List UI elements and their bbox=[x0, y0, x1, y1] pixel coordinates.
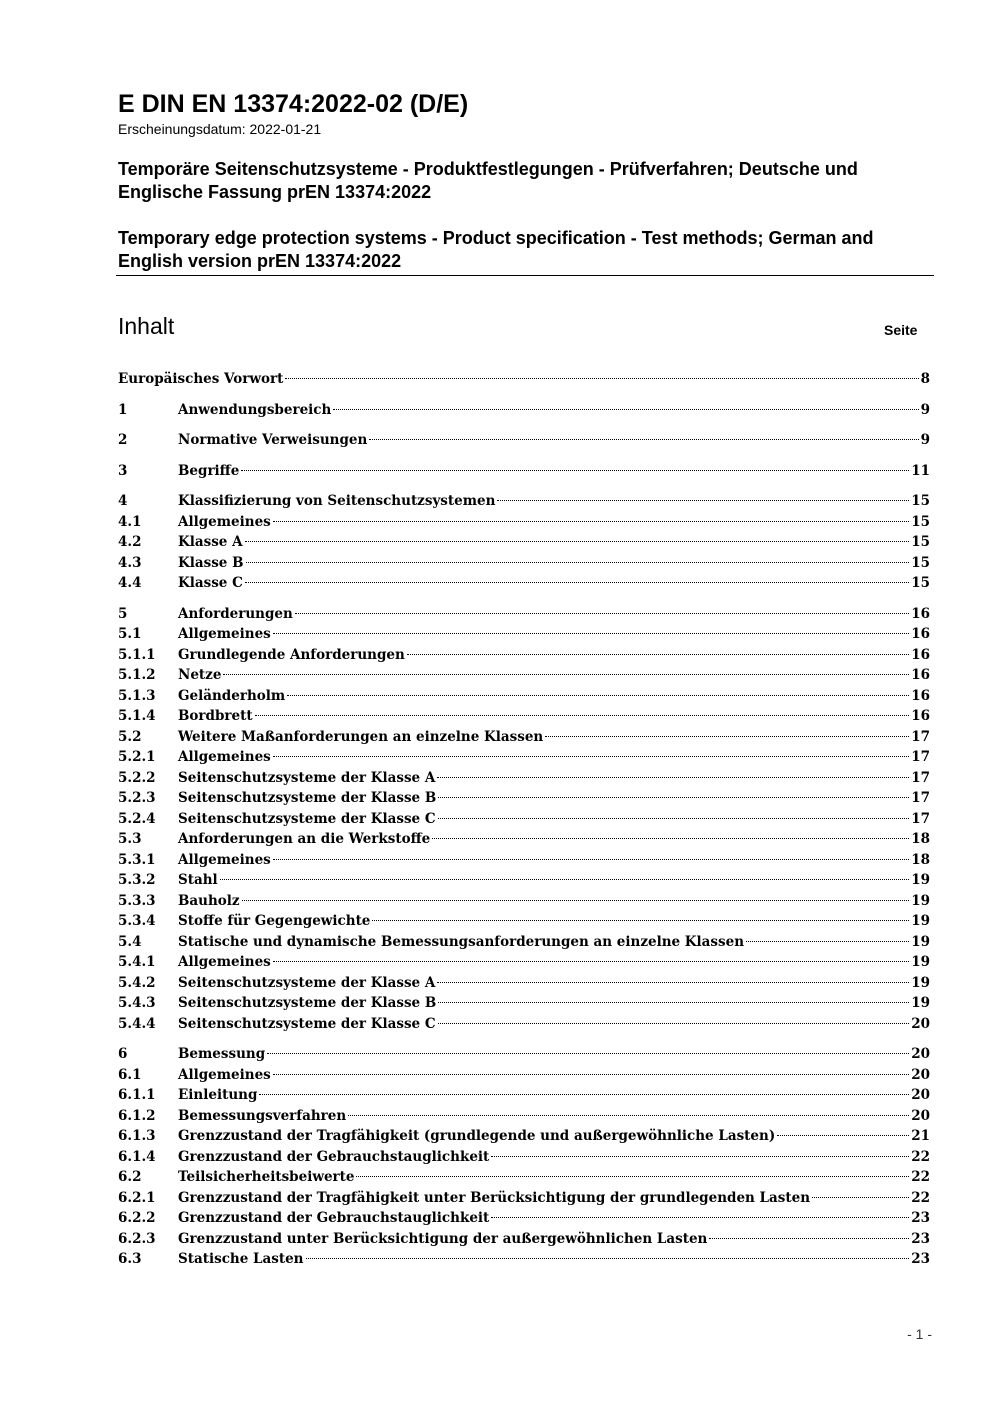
toc-entry-page: 19 bbox=[911, 933, 930, 950]
toc-entry-page: 22 bbox=[911, 1148, 930, 1165]
toc-entry-number: 6.3 bbox=[118, 1251, 142, 1267]
toc-entry-page: 8 bbox=[920, 371, 930, 387]
toc-entry[interactable] bbox=[118, 514, 930, 535]
toc-leader-dots bbox=[491, 1217, 909, 1218]
toc-entry-page: 20 bbox=[911, 1046, 930, 1062]
toc-entry[interactable] bbox=[118, 872, 930, 893]
page-number: - 1 - bbox=[907, 1326, 932, 1342]
toc-entry-number: 6.1.1 bbox=[118, 1087, 156, 1103]
toc-entry-number: 6.2.1 bbox=[118, 1189, 156, 1206]
toc-entry-number: 6.1 bbox=[118, 1066, 142, 1083]
toc-entry-page: 9 bbox=[920, 432, 930, 448]
toc-entry-number: 6.1.3 bbox=[118, 1128, 156, 1144]
toc-leader-dots bbox=[746, 941, 909, 942]
toc-leader-dots bbox=[437, 777, 909, 778]
toc-entry-title: Seitenschutzsysteme der Klasse B bbox=[178, 995, 437, 1011]
toc-entry-page: 18 bbox=[911, 851, 930, 868]
toc-leader-dots bbox=[245, 582, 909, 583]
toc-entry-page: 16 bbox=[911, 708, 930, 724]
toc-entry[interactable] bbox=[118, 1251, 930, 1272]
toc-entry-number: 5.3 bbox=[118, 831, 142, 847]
toc-entry-page: 17 bbox=[911, 728, 930, 745]
toc-entry-number: 5.3.3 bbox=[118, 892, 156, 909]
toc-entry-page: 17 bbox=[911, 790, 930, 806]
toc-entry-number: 4.2 bbox=[118, 534, 142, 550]
toc-entry-page: 19 bbox=[911, 913, 930, 929]
toc-entry-number: 5.3.1 bbox=[118, 851, 156, 868]
toc-entry-title: Grenzzustand der Tragfähigkeit (grundlegende und außergewöhnliche Lasten) bbox=[178, 1128, 776, 1144]
toc-entry[interactable] bbox=[118, 534, 930, 555]
toc-entry-number: 5.1.2 bbox=[118, 667, 156, 683]
toc-entry-page: 16 bbox=[911, 646, 930, 663]
toc-entry[interactable] bbox=[118, 667, 930, 688]
toc-entry-title: Allgemeines bbox=[178, 513, 271, 530]
toc-entry-title: Seitenschutzsysteme der Klasse A bbox=[178, 974, 436, 991]
toc-entry-title: Netze bbox=[178, 667, 222, 683]
toc-entry-page: 16 bbox=[911, 626, 930, 642]
toc-entry-title: Teilsicherheitsbeiwerte bbox=[178, 1169, 355, 1185]
toc-entry-title: Klasse B bbox=[178, 554, 244, 571]
toc-entry-page: 20 bbox=[911, 1107, 930, 1124]
toc-entry-title: Normative Verweisungen bbox=[178, 432, 368, 448]
toc-entry-page: 23 bbox=[911, 1210, 930, 1226]
toc-entry-page: 17 bbox=[911, 749, 930, 765]
toc-entry[interactable] bbox=[118, 811, 930, 832]
document-id: E DIN EN 13374:2022-02 (D/E) bbox=[118, 90, 469, 118]
toc-leader-dots bbox=[223, 674, 909, 675]
toc-entry-title: Grenzzustand der Gebrauchstauglichkeit bbox=[178, 1148, 490, 1165]
toc-leader-dots bbox=[259, 1094, 909, 1095]
toc-entry[interactable] bbox=[118, 995, 930, 1016]
toc-entry-number: 5.2.1 bbox=[118, 749, 156, 765]
toc-leader-dots bbox=[438, 797, 909, 798]
toc-entry-title: Stahl bbox=[178, 872, 218, 888]
toc-entry-page: 23 bbox=[911, 1230, 930, 1247]
toc-entry[interactable] bbox=[118, 688, 930, 709]
toc-entry[interactable] bbox=[118, 626, 930, 647]
toc-entry[interactable] bbox=[118, 1169, 930, 1190]
toc-entry-title: Begriffe bbox=[178, 462, 240, 479]
toc-entry-title: Europäisches Vorwort bbox=[118, 371, 284, 387]
toc-entry-page: 19 bbox=[911, 974, 930, 991]
toc-leader-dots bbox=[273, 633, 909, 634]
toc-entry-page: 17 bbox=[911, 810, 930, 827]
toc-entry[interactable] bbox=[118, 831, 930, 852]
toc-entry[interactable] bbox=[118, 852, 930, 873]
toc-entry[interactable] bbox=[118, 555, 930, 576]
toc-entry[interactable] bbox=[118, 1231, 930, 1252]
toc-leader-dots bbox=[407, 654, 909, 655]
toc-entry[interactable] bbox=[118, 1149, 930, 1170]
toc-leader-dots bbox=[438, 1023, 910, 1024]
toc-entry[interactable] bbox=[118, 954, 930, 975]
toc-entry-number: 4.4 bbox=[118, 575, 142, 591]
toc-leader-dots bbox=[333, 409, 918, 410]
toc-entry[interactable] bbox=[118, 1087, 930, 1108]
toc-heading: Inhalt bbox=[118, 313, 175, 339]
title-german: Temporäre Seitenschutzsysteme - Produktfestlegungen - Prüfverfahren; Deutsche und Englische Fassung prEN 13374:2022 bbox=[118, 159, 858, 202]
toc-entry-page: 21 bbox=[911, 1128, 930, 1144]
toc-entry-title: Statische und dynamische Bemessungsanforderungen an einzelne Klassen bbox=[178, 933, 745, 950]
toc-entry[interactable] bbox=[118, 934, 930, 955]
toc-entry-page: 16 bbox=[911, 667, 930, 683]
toc-leader-dots bbox=[709, 1238, 909, 1239]
toc-entry-title: Klasse C bbox=[178, 575, 243, 591]
toc-entry[interactable] bbox=[118, 432, 930, 453]
toc-leader-dots bbox=[369, 439, 918, 440]
toc-entry-number: 6.1.2 bbox=[118, 1107, 156, 1124]
toc-entry-page: 23 bbox=[911, 1251, 930, 1267]
toc-entry-title: Seitenschutzsysteme der Klasse A bbox=[178, 769, 436, 786]
toc-entry-title: Anwendungsbereich bbox=[178, 401, 332, 418]
toc-leader-dots bbox=[273, 961, 909, 962]
toc-entry-page: 15 bbox=[911, 513, 930, 530]
toc-entry-number: 1 bbox=[118, 401, 128, 418]
toc-entry-title: Weitere Maßanforderungen an einzelne Klassen bbox=[178, 728, 544, 745]
toc-leader-dots bbox=[273, 756, 909, 757]
toc-entry[interactable] bbox=[118, 606, 930, 627]
toc-entry-page: 19 bbox=[911, 954, 930, 970]
toc-entry-page: 18 bbox=[911, 831, 930, 847]
toc-entry-number: 3 bbox=[118, 462, 128, 479]
toc-leader-dots bbox=[287, 695, 909, 696]
toc-entry-number: 6.2.3 bbox=[118, 1230, 156, 1247]
toc-entry-title: Allgemeines bbox=[178, 954, 271, 970]
toc-entry-number: 5.4 bbox=[118, 933, 142, 950]
toc-leader-dots bbox=[220, 879, 910, 880]
toc-entry[interactable] bbox=[118, 790, 930, 811]
table-of-contents bbox=[118, 371, 930, 1272]
toc-entry-number: 5.1.3 bbox=[118, 687, 156, 704]
toc-leader-dots bbox=[438, 818, 910, 819]
toc-entry-page: 19 bbox=[911, 872, 930, 888]
toc-entry-number: 6.2 bbox=[118, 1169, 142, 1185]
toc-entry[interactable] bbox=[118, 1210, 930, 1231]
toc-entry-title: Bemessungsverfahren bbox=[178, 1107, 347, 1124]
toc-entry-number: 4.1 bbox=[118, 513, 142, 530]
toc-entry-number: 6 bbox=[118, 1046, 128, 1062]
toc-entry-page: 15 bbox=[911, 534, 930, 550]
toc-entry[interactable] bbox=[118, 1128, 930, 1149]
toc-leader-dots bbox=[348, 1115, 909, 1116]
toc-entry-number: 5.1.4 bbox=[118, 708, 156, 724]
toc-leader-dots bbox=[241, 470, 909, 471]
toc-leader-dots bbox=[267, 1053, 909, 1054]
toc-entry[interactable] bbox=[118, 1108, 930, 1129]
toc-entry-title: Allgemeines bbox=[178, 1066, 271, 1083]
toc-leader-dots bbox=[497, 500, 909, 501]
toc-leader-dots bbox=[356, 1176, 909, 1177]
toc-entry-title: Einleitung bbox=[178, 1087, 258, 1103]
toc-leader-dots bbox=[545, 736, 909, 737]
toc-entry[interactable] bbox=[118, 402, 930, 423]
toc-entry-number: 5.3.2 bbox=[118, 872, 156, 888]
toc-entry-number: 5.1.1 bbox=[118, 646, 156, 663]
toc-entry-number: 5.3.4 bbox=[118, 913, 156, 929]
toc-entry-number: 5.4.4 bbox=[118, 1015, 156, 1032]
toc-entry-title: Allgemeines bbox=[178, 851, 271, 868]
toc-entry[interactable] bbox=[118, 893, 930, 914]
toc-entry-page: 20 bbox=[911, 1066, 930, 1083]
toc-entry-page: 11 bbox=[911, 462, 930, 479]
toc-entry-number: 6.1.4 bbox=[118, 1148, 156, 1165]
toc-leader-dots bbox=[273, 1074, 909, 1075]
toc-leader-dots bbox=[372, 920, 909, 921]
toc-entry-number: 4.3 bbox=[118, 554, 142, 571]
toc-leader-dots bbox=[285, 378, 918, 379]
toc-leader-dots bbox=[438, 1002, 909, 1003]
toc-entry[interactable] bbox=[118, 493, 930, 514]
toc-leader-dots bbox=[246, 562, 910, 563]
toc-entry[interactable] bbox=[118, 1190, 930, 1211]
toc-entry-title: Bemessung bbox=[178, 1046, 266, 1062]
toc-page-column-label: Seite bbox=[884, 322, 918, 338]
toc-entry-number: 5.4.2 bbox=[118, 974, 156, 991]
toc-entry-number: 5.1 bbox=[118, 626, 142, 642]
toc-entry-title: Grenzzustand unter Berücksichtigung der außergewöhnlichen Lasten bbox=[178, 1230, 708, 1247]
toc-entry-title: Klassifizierung von Seitenschutzsystemen bbox=[178, 493, 496, 509]
toc-leader-dots bbox=[437, 982, 909, 983]
header-divider bbox=[116, 275, 934, 276]
publication-date: Erscheinungsdatum: 2022-01-21 bbox=[118, 121, 322, 137]
toc-entry-number: 6.2.2 bbox=[118, 1210, 156, 1226]
toc-entry-number: 5.2 bbox=[118, 728, 142, 745]
title-english: Temporary edge protection systems - Product specification - Test methods; German and English version prEN 13374:2022 bbox=[118, 228, 874, 271]
toc-leader-dots bbox=[812, 1197, 909, 1198]
toc-entry-title: Bordbrett bbox=[178, 708, 253, 724]
toc-entry-page: 9 bbox=[920, 401, 930, 418]
toc-entry-title: Allgemeines bbox=[178, 626, 271, 642]
toc-leader-dots bbox=[777, 1135, 909, 1136]
toc-entry[interactable] bbox=[118, 1046, 930, 1067]
toc-leader-dots bbox=[491, 1156, 909, 1157]
toc-entry-number: 4 bbox=[118, 493, 128, 509]
toc-entry-number: 5.4.3 bbox=[118, 995, 156, 1011]
toc-entry-page: 19 bbox=[911, 995, 930, 1011]
toc-entry-page: 17 bbox=[911, 769, 930, 786]
toc-entry[interactable] bbox=[118, 975, 930, 996]
toc-entry[interactable] bbox=[118, 575, 930, 596]
toc-entry[interactable] bbox=[118, 708, 930, 729]
toc-entry-title: Grenzzustand der Tragfähigkeit unter Berücksichtigung der grundlegenden Lasten bbox=[178, 1189, 811, 1206]
toc-entry-title: Bauholz bbox=[178, 892, 240, 909]
toc-entry-title: Grundlegende Anforderungen bbox=[178, 646, 405, 663]
toc-entry-page: 15 bbox=[911, 575, 930, 591]
toc-entry[interactable] bbox=[118, 647, 930, 668]
toc-entry-title: Anforderungen bbox=[178, 605, 293, 622]
toc-leader-dots bbox=[306, 1258, 910, 1259]
toc-entry-number: 5.4.1 bbox=[118, 954, 156, 970]
toc-entry-page: 19 bbox=[911, 892, 930, 909]
toc-leader-dots bbox=[295, 613, 909, 614]
toc-entry-number: 5.2.2 bbox=[118, 769, 156, 786]
toc-entry[interactable] bbox=[118, 749, 930, 770]
toc-entry-page: 22 bbox=[911, 1169, 930, 1185]
toc-entry-title: Seitenschutzsysteme der Klasse C bbox=[178, 1015, 436, 1032]
toc-entry-title: Geländerholm bbox=[178, 687, 286, 704]
toc-entry-title: Seitenschutzsysteme der Klasse C bbox=[178, 810, 436, 827]
toc-entry-title: Anforderungen an die Werkstoffe bbox=[178, 831, 431, 847]
toc-entry-page: 15 bbox=[911, 493, 930, 509]
toc-entry-number: 2 bbox=[118, 432, 128, 448]
toc-leader-dots bbox=[432, 838, 909, 839]
toc-entry-number: 5.2.3 bbox=[118, 790, 156, 806]
toc-entry[interactable] bbox=[118, 371, 930, 392]
toc-entry-page: 20 bbox=[911, 1087, 930, 1103]
toc-entry[interactable] bbox=[118, 1067, 930, 1088]
toc-leader-dots bbox=[273, 521, 909, 522]
toc-leader-dots bbox=[242, 900, 910, 901]
toc-entry-page: 16 bbox=[911, 605, 930, 622]
toc-entry[interactable] bbox=[118, 729, 930, 750]
toc-leader-dots bbox=[273, 859, 909, 860]
toc-entry[interactable] bbox=[118, 463, 930, 484]
toc-leader-dots bbox=[245, 541, 910, 542]
toc-entry-page: 20 bbox=[911, 1015, 930, 1032]
toc-entry-title: Grenzzustand der Gebrauchstauglichkeit bbox=[178, 1210, 490, 1226]
toc-entry-title: Seitenschutzsysteme der Klasse B bbox=[178, 790, 437, 806]
toc-entry-number: 5 bbox=[118, 605, 128, 622]
toc-entry[interactable] bbox=[118, 913, 930, 934]
toc-entry[interactable] bbox=[118, 770, 930, 791]
toc-leader-dots bbox=[255, 715, 910, 716]
toc-entry-page: 16 bbox=[911, 687, 930, 704]
toc-entry-title: Allgemeines bbox=[178, 749, 271, 765]
toc-entry-number: 5.2.4 bbox=[118, 810, 156, 827]
toc-entry-title: Klasse A bbox=[178, 534, 243, 550]
toc-entry-page: 22 bbox=[911, 1189, 930, 1206]
toc-entry-title: Statische Lasten bbox=[178, 1251, 304, 1267]
toc-entry-title: Stoffe für Gegengewichte bbox=[178, 913, 371, 929]
toc-entry[interactable] bbox=[118, 1016, 930, 1037]
toc-entry-page: 15 bbox=[911, 554, 930, 571]
